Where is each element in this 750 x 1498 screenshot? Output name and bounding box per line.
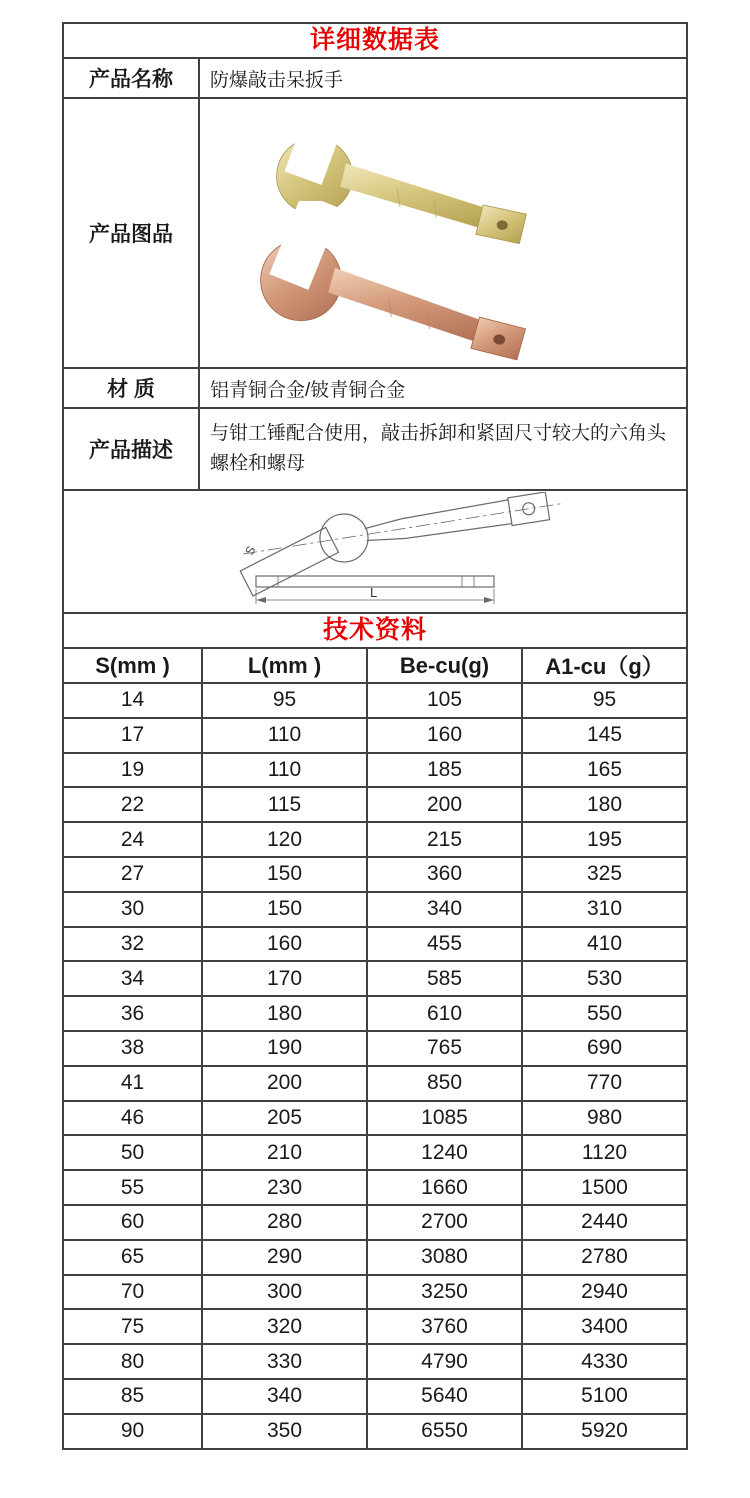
spec-cell: 585: [368, 962, 523, 995]
spec-cell: 41: [64, 1067, 203, 1100]
spec-cell: 340: [203, 1380, 368, 1413]
spec-cell: 3080: [368, 1241, 523, 1274]
spec-cell: 1085: [368, 1102, 523, 1135]
spec-cell: 1660: [368, 1171, 523, 1204]
spec-cell: 5640: [368, 1380, 523, 1413]
spec-cell: 170: [203, 962, 368, 995]
spec-cell: 160: [368, 719, 523, 752]
spec-table-body: [64, 682, 686, 1448]
spec-cell: 95: [203, 684, 368, 717]
spec-cell: 325: [586, 862, 623, 886]
table-row: [64, 1030, 686, 1065]
drawing-jaw-dimension-label: S: [242, 543, 259, 558]
table-row: [64, 1100, 686, 1135]
column-header-l: L(mm ): [203, 649, 368, 682]
spec-cell: 120: [203, 823, 368, 856]
spec-cell: 150: [203, 893, 368, 926]
column-header-a1cu: A1-cu（g）: [545, 654, 664, 679]
spec-cell: 75: [64, 1310, 203, 1343]
table-row: [64, 717, 686, 752]
spec-cell: 55: [64, 1171, 203, 1204]
spec-cell: 2940: [581, 1279, 628, 1303]
spec-cell: 80: [64, 1345, 203, 1378]
spec-cell: 105: [368, 684, 523, 717]
table-row: [64, 995, 686, 1030]
spec-table-header: [64, 647, 686, 682]
spec-cell: 340: [368, 893, 523, 926]
page-title: 详细数据表: [309, 26, 440, 54]
spec-cell: 360: [368, 858, 523, 891]
spec-cell: 1240: [368, 1136, 523, 1169]
spec-cell: 850: [368, 1067, 523, 1100]
description-value: 与钳工锤配合使用，敲击拆卸和紧固尺寸较大的六角头螺栓和螺母: [210, 422, 667, 474]
table-row: [64, 1134, 686, 1169]
spec-cell: 765: [368, 1032, 523, 1065]
table-row: [64, 1343, 686, 1378]
technical-drawing: [64, 492, 686, 611]
spec-cell: 690: [586, 1036, 623, 1060]
spec-cell: 310: [586, 897, 623, 921]
spec-cell: 290: [203, 1241, 368, 1274]
spec-cell: 190: [203, 1032, 368, 1065]
product-name-value: 防爆敲击呆扳手: [210, 69, 344, 91]
table-row: [64, 821, 686, 856]
spec-cell: 165: [586, 757, 623, 781]
table-row: [64, 1378, 686, 1413]
column-header-becu: Be-cu(g): [368, 649, 523, 682]
spec-cell: 185: [368, 754, 523, 787]
table-row: [64, 926, 686, 961]
detail-table-header-row: [64, 24, 686, 57]
spec-cell: 1120: [581, 1140, 628, 1164]
spec-cell: 150: [203, 858, 368, 891]
spec-cell: 770: [586, 1071, 623, 1095]
spec-cell: 115: [203, 788, 368, 821]
spec-cell: 230: [203, 1171, 368, 1204]
spec-cell: 410: [586, 931, 623, 955]
spec-cell: 14: [64, 684, 203, 717]
spec-cell: 300: [203, 1276, 368, 1309]
spec-cell: 32: [64, 928, 203, 961]
spec-cell: 24: [64, 823, 203, 856]
spec-cell: 330: [203, 1345, 368, 1378]
spec-cell: 2780: [581, 1245, 628, 1269]
spec-cell: 38: [64, 1032, 203, 1065]
spec-cell: 320: [203, 1310, 368, 1343]
product-name-row: [64, 57, 686, 97]
spec-cell: 980: [586, 1105, 623, 1129]
spec-cell: 5920: [581, 1419, 628, 1443]
technical-drawing-row: [64, 489, 686, 612]
spec-cell: 65: [64, 1241, 203, 1274]
spec-cell: 3760: [368, 1310, 523, 1343]
spec-cell: 90: [64, 1415, 203, 1448]
product-image-row: [64, 97, 686, 367]
spec-cell: 455: [368, 928, 523, 961]
table-row: [64, 1065, 686, 1100]
spec-cell: 215: [368, 823, 523, 856]
spec-cell: 350: [203, 1415, 368, 1448]
material-label: 材 质: [64, 369, 200, 407]
spec-cell: 3250: [368, 1276, 523, 1309]
spec-cell: 22: [64, 788, 203, 821]
spec-cell: 210: [203, 1136, 368, 1169]
spec-cell: 36: [64, 997, 203, 1030]
tech-data-title: 技术资料: [322, 616, 427, 644]
spec-cell: 4330: [581, 1349, 628, 1373]
spec-cell: 110: [203, 719, 368, 752]
table-row: [64, 1413, 686, 1448]
spec-cell: 200: [203, 1067, 368, 1100]
product-image-cell: [200, 99, 686, 367]
copper-wrench-photo: [230, 201, 550, 381]
material-value: 铝青铜合金/铍青铜合金: [210, 379, 406, 401]
spec-document-table: [62, 22, 688, 1450]
description-row: [64, 407, 686, 489]
spec-cell: 46: [64, 1102, 203, 1135]
table-row: [64, 1274, 686, 1309]
spec-cell: 550: [586, 1001, 623, 1025]
spec-cell: 205: [203, 1102, 368, 1135]
spec-cell: 30: [64, 893, 203, 926]
spec-cell: 2440: [581, 1210, 628, 1234]
spec-cell: 85: [64, 1380, 203, 1413]
description-label: 产品描述: [64, 409, 200, 489]
table-row: [64, 1204, 686, 1239]
spec-cell: 200: [368, 788, 523, 821]
spec-cell: 27: [64, 858, 203, 891]
spec-cell: 145: [586, 723, 623, 747]
spec-cell: 19: [64, 754, 203, 787]
column-header-s: S(mm ): [64, 649, 203, 682]
table-row: [64, 786, 686, 821]
spec-cell: 530: [586, 966, 623, 990]
spec-cell: 610: [368, 997, 523, 1030]
spec-cell: 180: [203, 997, 368, 1030]
spec-cell: 5100: [581, 1384, 628, 1408]
spec-cell: 2700: [368, 1206, 523, 1239]
spec-cell: 1500: [581, 1175, 628, 1199]
table-row: [64, 856, 686, 891]
product-image-label: 产品图品: [64, 99, 200, 367]
table-row: [64, 1239, 686, 1274]
spec-cell: 280: [203, 1206, 368, 1239]
spec-cell: 95: [592, 688, 617, 712]
table-row: [64, 1308, 686, 1343]
spec-cell: 4790: [368, 1345, 523, 1378]
spec-cell: 6550: [368, 1415, 523, 1448]
table-row: [64, 891, 686, 926]
spec-cell: 17: [64, 719, 203, 752]
table-row: [64, 960, 686, 995]
table-row: [64, 682, 686, 717]
spec-cell: 60: [64, 1206, 203, 1239]
spec-cell: 195: [586, 827, 623, 851]
spec-cell: 50: [64, 1136, 203, 1169]
tech-data-header-row: [64, 612, 686, 647]
spec-cell: 110: [203, 754, 368, 787]
table-row: [64, 1169, 686, 1204]
spec-cell: 34: [64, 962, 203, 995]
spec-cell: 180: [586, 792, 623, 816]
product-name-label: 产品名称: [64, 59, 200, 97]
table-row: [64, 752, 686, 787]
spec-cell: 3400: [581, 1314, 628, 1338]
spec-cell: 70: [64, 1276, 203, 1309]
spec-cell: 160: [203, 928, 368, 961]
drawing-length-dimension-label: L: [370, 585, 378, 600]
